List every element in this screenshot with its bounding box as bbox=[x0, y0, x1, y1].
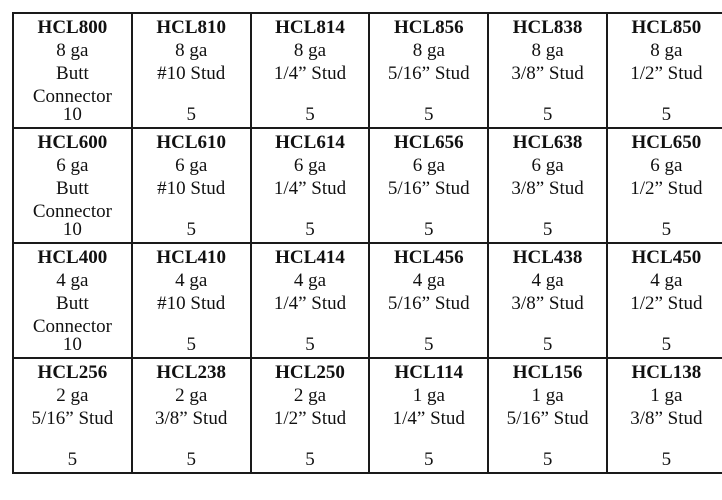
part-number: HCL814 bbox=[275, 17, 345, 38]
part-number: HCL450 bbox=[631, 247, 702, 268]
cell-content bbox=[608, 244, 722, 357]
quantity: 5 bbox=[424, 104, 434, 125]
cell-lines bbox=[608, 129, 722, 200]
table-cell bbox=[488, 243, 607, 358]
cell-content bbox=[489, 14, 606, 127]
cell-lines bbox=[608, 359, 722, 430]
part-number: HCL438 bbox=[512, 247, 583, 268]
cell-lines bbox=[252, 129, 369, 200]
spec-line: #10 Stud bbox=[157, 63, 226, 84]
part-number: HCL410 bbox=[156, 247, 227, 268]
cell-lines bbox=[370, 359, 487, 430]
cell-lines bbox=[133, 14, 250, 85]
part-number: HCL238 bbox=[156, 362, 227, 383]
spec-line: 6 ga bbox=[650, 155, 683, 176]
cell-content bbox=[14, 244, 131, 357]
table-row bbox=[13, 243, 722, 358]
quantity: 5 bbox=[542, 104, 553, 125]
spec-line: 5/16” Stud bbox=[31, 408, 114, 429]
cell-content bbox=[370, 14, 487, 127]
spec-line: 3/8” Stud bbox=[511, 178, 584, 199]
quantity: 5 bbox=[424, 334, 434, 355]
spec-line: 1/4” Stud bbox=[273, 178, 347, 199]
cell-lines bbox=[14, 244, 131, 338]
part-number: HCL256 bbox=[37, 362, 108, 383]
spec-line: 1/2” Stud bbox=[630, 293, 703, 314]
spec-line: 8 ga bbox=[412, 40, 445, 61]
table-cell bbox=[607, 243, 722, 358]
quantity: 5 bbox=[186, 334, 196, 355]
spec-line: Butt bbox=[56, 293, 89, 314]
spec-line: 8 ga bbox=[293, 40, 327, 61]
spec-line: 3/8” Stud bbox=[511, 63, 584, 84]
cell-content bbox=[14, 359, 131, 472]
quantity: 5 bbox=[305, 334, 315, 355]
spec-line: 4 ga bbox=[293, 270, 327, 291]
spec-line: Connector bbox=[32, 86, 112, 107]
spec-line: 1 ga bbox=[531, 385, 564, 406]
spec-line: 3/8” Stud bbox=[630, 408, 703, 429]
cell-content bbox=[14, 129, 131, 242]
cell-content bbox=[252, 129, 369, 242]
part-number: HCL610 bbox=[156, 132, 227, 153]
spec-line: 6 ga bbox=[56, 155, 89, 176]
table-cell bbox=[369, 128, 488, 243]
quantity: 5 bbox=[542, 449, 553, 470]
cell-content bbox=[489, 359, 606, 472]
cell-lines bbox=[370, 14, 487, 85]
spec-line: 8 ga bbox=[650, 40, 683, 61]
part-number: HCL850 bbox=[631, 17, 702, 38]
spec-line: 6 ga bbox=[175, 155, 208, 176]
cell-lines bbox=[489, 129, 606, 200]
part-number: HCL114 bbox=[394, 362, 464, 383]
spec-line: 1/4” Stud bbox=[392, 408, 465, 429]
spec-line: 8 ga bbox=[175, 40, 208, 61]
spec-line: 2 ga bbox=[56, 385, 89, 406]
quantity: 5 bbox=[186, 104, 196, 125]
table-cell bbox=[251, 128, 370, 243]
spec-line: 4 ga bbox=[175, 270, 208, 291]
part-number: HCL456 bbox=[393, 247, 464, 268]
cell-content bbox=[608, 129, 722, 242]
spec-line: 8 ga bbox=[56, 40, 89, 61]
quantity: 5 bbox=[305, 449, 315, 470]
spec-line: Butt bbox=[56, 63, 89, 84]
table-cell bbox=[132, 243, 251, 358]
cell-lines bbox=[252, 244, 369, 315]
quantity: 5 bbox=[424, 219, 434, 240]
table-cell bbox=[13, 358, 132, 473]
quantity: 5 bbox=[186, 449, 196, 470]
parts-table-body bbox=[13, 13, 722, 473]
table-cell bbox=[607, 128, 722, 243]
quantity: 5 bbox=[542, 219, 553, 240]
cell-content bbox=[489, 244, 606, 357]
cell-content bbox=[252, 14, 369, 127]
cell-lines bbox=[370, 129, 487, 200]
spec-line: Connector bbox=[32, 316, 112, 337]
part-number: HCL414 bbox=[275, 247, 345, 268]
spec-line: 1/4” Stud bbox=[273, 293, 347, 314]
part-number: HCL656 bbox=[393, 132, 464, 153]
table-row bbox=[13, 128, 722, 243]
table-cell bbox=[251, 243, 370, 358]
spec-line: 5/16” Stud bbox=[387, 293, 470, 314]
table-cell bbox=[607, 358, 722, 473]
quantity: 5 bbox=[661, 219, 672, 240]
spec-line: 2 ga bbox=[175, 385, 208, 406]
quantity: 5 bbox=[661, 104, 672, 125]
part-number: HCL600 bbox=[37, 132, 108, 153]
table-row bbox=[13, 13, 722, 128]
cell-content bbox=[608, 359, 722, 472]
quantity: 5 bbox=[542, 334, 553, 355]
spec-line: 5/16” Stud bbox=[506, 408, 589, 429]
cell-content bbox=[133, 14, 250, 127]
cell-content bbox=[14, 14, 131, 127]
cell-lines bbox=[252, 359, 369, 430]
cell-content bbox=[370, 129, 487, 242]
spec-line: 8 ga bbox=[531, 40, 564, 61]
part-number: HCL638 bbox=[512, 132, 583, 153]
cell-lines bbox=[133, 359, 250, 430]
table-cell bbox=[132, 358, 251, 473]
cell-lines bbox=[489, 244, 606, 315]
cell-lines bbox=[14, 129, 131, 223]
table-cell bbox=[607, 13, 722, 128]
spec-line: 1/2” Stud bbox=[273, 408, 347, 429]
table-row bbox=[13, 358, 722, 473]
part-number: HCL838 bbox=[512, 17, 583, 38]
spec-line: 1 ga bbox=[650, 385, 683, 406]
cell-content bbox=[133, 359, 250, 472]
cell-lines bbox=[489, 359, 606, 430]
table-cell bbox=[132, 13, 251, 128]
table-cell bbox=[251, 358, 370, 473]
spec-line: 4 ga bbox=[412, 270, 445, 291]
quantity: 10 bbox=[62, 219, 82, 240]
spec-line: 1 ga bbox=[412, 385, 445, 406]
table-cell bbox=[369, 13, 488, 128]
quantity: 5 bbox=[305, 104, 315, 125]
quantity: 5 bbox=[424, 449, 434, 470]
table-cell bbox=[13, 243, 132, 358]
spec-line: Connector bbox=[32, 201, 112, 222]
quantity: 10 bbox=[62, 334, 82, 355]
table-cell bbox=[251, 13, 370, 128]
quantity: 5 bbox=[186, 219, 196, 240]
part-number: HCL800 bbox=[37, 17, 108, 38]
table-cell bbox=[488, 13, 607, 128]
quantity: 5 bbox=[67, 449, 78, 470]
cell-lines bbox=[252, 14, 369, 85]
cell-lines bbox=[489, 14, 606, 85]
spec-line: 1/2” Stud bbox=[630, 178, 703, 199]
quantity: 5 bbox=[305, 219, 315, 240]
cell-content bbox=[252, 244, 369, 357]
quantity: 5 bbox=[661, 334, 672, 355]
part-number: HCL250 bbox=[275, 362, 345, 383]
cell-content bbox=[370, 359, 487, 472]
cell-content bbox=[252, 359, 369, 472]
table-cell bbox=[369, 243, 488, 358]
spec-line: 1/4” Stud bbox=[273, 63, 347, 84]
spec-line: Butt bbox=[56, 178, 89, 199]
cell-lines bbox=[14, 359, 131, 430]
cell-content bbox=[370, 244, 487, 357]
spec-line: 6 ga bbox=[293, 155, 327, 176]
part-number: HCL650 bbox=[631, 132, 702, 153]
table-cell bbox=[132, 128, 251, 243]
part-number: HCL810 bbox=[156, 17, 227, 38]
part-number: HCL156 bbox=[512, 362, 583, 383]
cell-lines bbox=[133, 129, 250, 200]
parts-table bbox=[12, 12, 722, 474]
cell-lines bbox=[608, 244, 722, 315]
spec-line: 4 ga bbox=[56, 270, 89, 291]
cell-lines bbox=[14, 14, 131, 108]
table-cell bbox=[488, 358, 607, 473]
part-number: HCL400 bbox=[37, 247, 108, 268]
quantity: 5 bbox=[661, 449, 672, 470]
part-number: HCL138 bbox=[631, 362, 702, 383]
cell-lines bbox=[608, 14, 722, 85]
spec-line: 4 ga bbox=[531, 270, 564, 291]
cell-content bbox=[133, 244, 250, 357]
spec-line: #10 Stud bbox=[157, 178, 226, 199]
spec-line: 5/16” Stud bbox=[387, 63, 470, 84]
spec-line: #10 Stud bbox=[157, 293, 226, 314]
quantity: 10 bbox=[62, 104, 82, 125]
spec-line: 6 ga bbox=[412, 155, 445, 176]
part-number: HCL856 bbox=[393, 17, 464, 38]
spec-line: 1/2” Stud bbox=[630, 63, 703, 84]
table-cell bbox=[488, 128, 607, 243]
table-cell bbox=[369, 358, 488, 473]
part-number: HCL614 bbox=[275, 132, 345, 153]
table-cell bbox=[13, 13, 132, 128]
cell-lines bbox=[133, 244, 250, 315]
cell-lines bbox=[370, 244, 487, 315]
cell-content bbox=[608, 14, 722, 127]
cell-content bbox=[489, 129, 606, 242]
cell-content bbox=[133, 129, 250, 242]
table-cell bbox=[13, 128, 132, 243]
spec-line: 3/8” Stud bbox=[511, 293, 584, 314]
spec-line: 5/16” Stud bbox=[387, 178, 470, 199]
spec-line: 6 ga bbox=[531, 155, 564, 176]
spec-line: 3/8” Stud bbox=[155, 408, 228, 429]
spec-line: 4 ga bbox=[650, 270, 683, 291]
spec-line: 2 ga bbox=[293, 385, 327, 406]
